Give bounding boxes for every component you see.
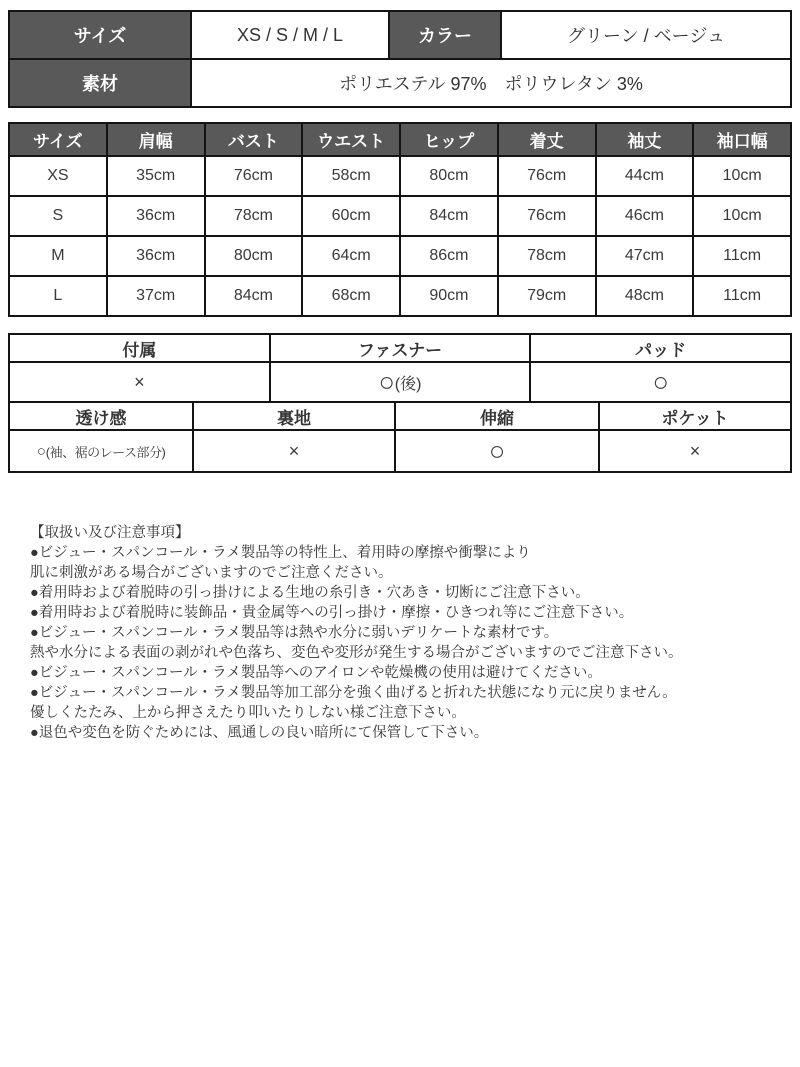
circle-symbol: ○ [488,435,506,466]
measurement-cell: 36cm [107,236,205,276]
size-row-m [9,236,791,276]
measurement-cell: 64cm [302,236,400,276]
features1-value-row [9,362,791,402]
care-line: ●ビジュー・スパンコール・ラメ製品等の特性上、着用時の摩擦や衝撃により [30,545,531,561]
measurement-cell: 90cm [400,276,498,316]
size-chart-table [8,122,792,317]
care-line: ●退色や変色を防ぐためには、風通しの良い暗所にて保管して下さい。 [30,725,489,741]
measurement-cell: 37cm [107,276,205,316]
x-symbol: × [689,440,701,461]
value-lining [193,430,395,472]
material-label: 素材 [9,59,191,107]
measurement-cell: 79cm [498,276,596,316]
column-header-length: 着丈 [498,123,596,156]
header-stretch: 伸縮 [395,402,599,430]
size-row-l [9,276,791,316]
measurement-cell: 80cm [400,156,498,196]
care-line: ●ビジュー・スパンコール・ラメ製品等は熱や水分に弱いデリケートな素材です。 [30,625,559,641]
measurement-cell: 78cm [205,196,303,236]
color-value: グリーン / ベージュ [501,11,791,59]
material-value: ポリエステル 97% ポリウレタン 3% [191,59,791,107]
care-line: 熱や水分による表面の剥がれや色落ち、変色や変形が発生する場合がございますのでご注意下さい。 [30,645,683,661]
column-header-shoulder: 肩幅 [107,123,205,156]
header-pad: パッド [530,334,791,362]
circle-symbol: ○ [652,366,669,397]
size-row-xs [9,156,791,196]
features-table-1 [8,333,792,403]
care-line: ●着用時および着脱時の引っ掛けによる生地の糸引き・穴あき・切断にご注意下さい。 [30,585,590,601]
measurement-cell: 36cm [107,196,205,236]
circle-symbol: ○ [36,442,46,460]
note-text: (袖、裾のレース部分) [45,444,166,460]
value-pad [530,362,791,402]
measurement-cell: 10cm [693,156,791,196]
product-info-table [8,10,792,108]
measurement-cell: 47cm [596,236,694,276]
value-fastener [270,362,531,402]
size-cell: L [9,276,107,316]
size-cell: M [9,236,107,276]
care-notes [8,523,792,743]
measurement-cell: 68cm [302,276,400,316]
measurement-cell: 46cm [596,196,694,236]
measurement-cell: 86cm [400,236,498,276]
info-row-size-color [9,11,791,59]
header-pocket: ポケット [599,402,791,430]
x-symbol: × [134,371,145,392]
info-row-material [9,59,791,107]
column-header-size: サイズ [9,123,107,156]
measurement-cell: 84cm [205,276,303,316]
care-title: 【取扱い及び注意事項】 [30,525,190,541]
measurement-cell: 80cm [205,236,303,276]
size-row-s [9,196,791,236]
measurement-cell: 35cm [107,156,205,196]
care-line: ●ビジュー・スパンコール・ラメ製品等加工部分を強く曲げると折れた状態になり元に戻りません。 [30,685,677,701]
measurement-cell: 76cm [498,156,596,196]
size-value: XS / S / M / L [191,11,389,59]
measurement-cell: 60cm [302,196,400,236]
value-pocket [599,430,791,472]
column-header-sleeve-length: 袖丈 [596,123,694,156]
header-sheerness: 透け感 [9,402,193,430]
measurement-cell: 48cm [596,276,694,316]
size-label: サイズ [9,11,191,59]
measurement-cell: 78cm [498,236,596,276]
value-stretch [395,430,599,472]
note-text: (後) [394,375,422,393]
measurement-cell: 10cm [693,196,791,236]
measurement-cell: 11cm [693,276,791,316]
column-header-bust: バスト [205,123,303,156]
care-line: 肌に刺激がある場合がございますのでご注意ください。 [30,565,393,581]
features1-header-row [9,334,791,362]
column-header-waist: ウエスト [302,123,400,156]
header-lining: 裏地 [193,402,395,430]
care-line: 優しくたたみ、上から押さえたり叩いたりしない様ご注意下さい。 [30,705,466,721]
color-label: カラー [389,11,501,59]
measurement-cell: 58cm [302,156,400,196]
x-symbol: × [288,440,300,461]
header-accessories: 付属 [9,334,270,362]
value-accessories [9,362,270,402]
measurement-cell: 44cm [596,156,694,196]
value-sheerness [9,430,193,472]
measurement-cell: 76cm [205,156,303,196]
size-chart-header-row [9,123,791,156]
care-line: ●ビジュー・スパンコール・ラメ製品等へのアイロンや乾燥機の使用は避けてください。 [30,665,602,681]
features2-value-row [9,430,791,472]
size-cell: S [9,196,107,236]
column-header-hip: ヒップ [400,123,498,156]
column-header-cuff-width: 袖口幅 [693,123,791,156]
measurement-cell: 84cm [400,196,498,236]
circle-symbol: ○ [378,366,395,397]
header-fastener: ファスナー [270,334,531,362]
features2-header-row [9,402,791,430]
size-cell: XS [9,156,107,196]
care-line: ●着用時および着脱時に装飾品・貴金属等への引っ掛け・摩擦・ひきつれ等にご注意下さい。 [30,605,634,621]
measurement-cell: 11cm [693,236,791,276]
measurement-cell: 76cm [498,196,596,236]
features-table-2 [8,401,792,473]
